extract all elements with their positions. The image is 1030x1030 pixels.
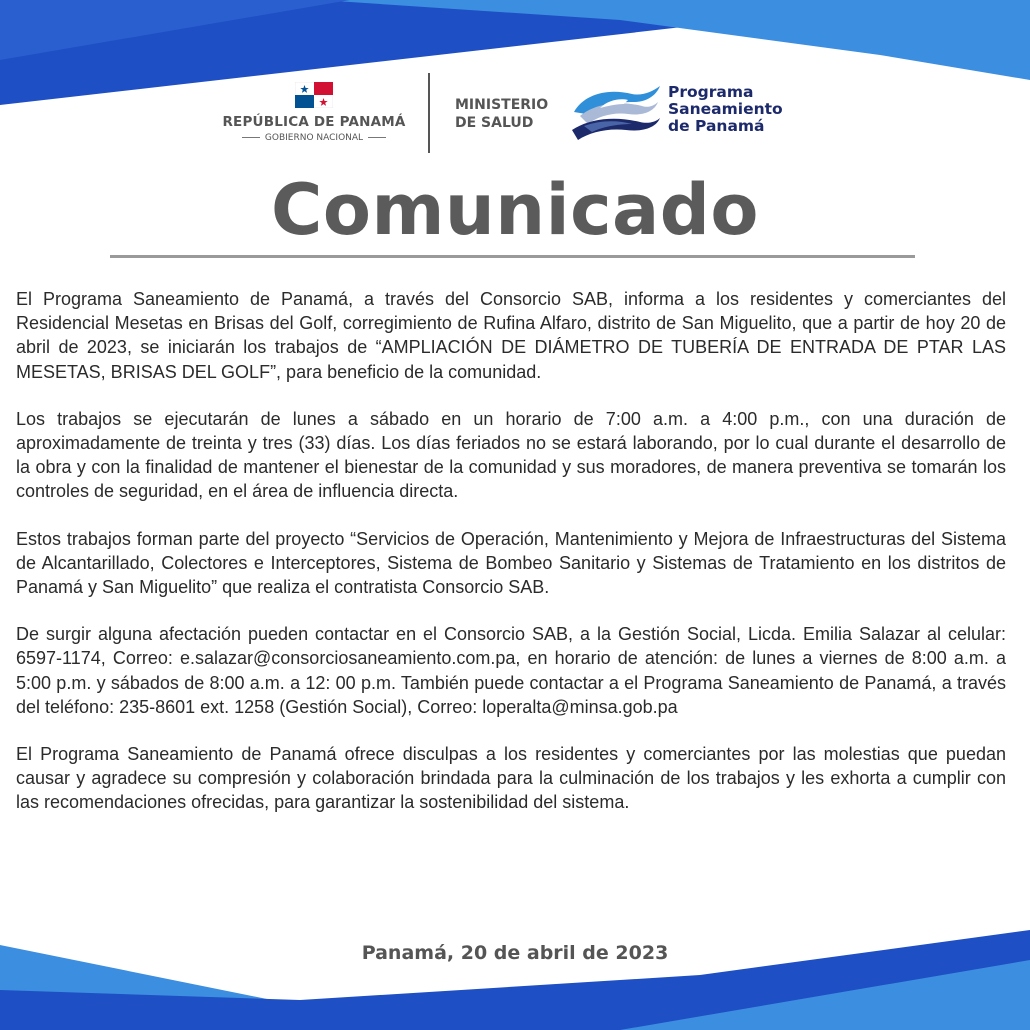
page-title: Comunicado [271,169,759,251]
program-line-2: Saneamiento [668,100,783,118]
panama-flag-icon [295,82,333,108]
republic-name: REPÚBLICA DE PANAMÁ [222,114,406,130]
ministry-logo [455,96,548,132]
paragraph-contact: De surgir alguna afectación pueden contactar en el Consorcio SAB, a la Gestión Social, Licda. Emilia Salazar al celular: 6597-1174, Correo: e.salazar@consorciosaneamiento.com.pa, en horario de atención: de lunes a viernes de 8:00 a.m. a 5:00 p.m. y sábados de 8:00 a.m. a 12: 00 p.m. También puede contactar a el Programa Saneamiento de Panamá, a través del teléfono: 235-8601 ext. 1258 (Gestión Social), Correo: loperalta@minsa.gob.pa [16,624,1006,717]
announcement-body [16,287,1006,838]
paragraph-project: Estos trabajos forman parte del proyecto “Servicios de Operación, Mantenimiento y Mejora de Infraestructuras del Sistema de Alcantarillado, Colectores e Interceptores, Sistema de Bombeo Sanitario y Sistemas de Tratamiento en los distritos de Panamá y San Miguelito” que realiza el contratista Consorcio SAB. [16,528,1006,598]
title-underline [110,255,915,258]
ministry-line-1: MINISTERIO [455,97,549,113]
paragraph-apology: El Programa Saneamiento de Panamá ofrece disculpas a los residentes y comerciantes por las molestias que puedan causar y agradece su compresión y colaboración brindada para la culminación de los trabajos y les exhorta a cumplir con las recomendaciones ofrecidas, para garantizar la sostenibilidad del sistema. [16,744,1006,813]
paragraph-announcement: El Programa Saneamiento de Panamá, a través del Consorcio SAB, informa a los residentes y comerciantes del Residencial Mesetas en Brisas del Golf, corregimiento de Rufina Alfaro, distrito de San Miguelito, que a partir de hoy 20 de abril de 2023, se iniciarán los trabajos de “AMPLIACIÓN DE DIÁMETRO DE TUBERÍA DE ENTRADA DE PTAR LAS MESETAS, BRISAS DEL GOLF”, para beneficio de la comunidad. [16,289,1006,382]
republic-logo [214,82,414,143]
government-label-row [214,133,414,143]
header-logos [0,70,1030,160]
program-logo-text [668,84,783,135]
government-label: GOBIERNO NACIONAL [264,133,364,143]
dolphin-wave-logo-icon [570,82,662,142]
ministry-line-2: DE SALUD [455,115,534,131]
program-line-3: de Panamá [668,117,765,135]
dateline: Panamá, 20 de abril de 2023 [361,942,669,964]
program-line-1: Programa [668,83,754,101]
paragraph-schedule: Los trabajos se ejecutarán de lunes a sábado en un horario de 7:00 a.m. a 4:00 p.m., con una duración de aproximadamente de treinta y tres (33) días. Los días feriados no se estará laborando, por lo cual durante el desarrollo de la obra y con la finalidad de mantener el bienestar de la comunidad y sus moradores, de manera preventiva se tomarán los controles de seguridad, en el área de influencia directa. [16,408,1006,502]
header-divider [428,73,430,153]
